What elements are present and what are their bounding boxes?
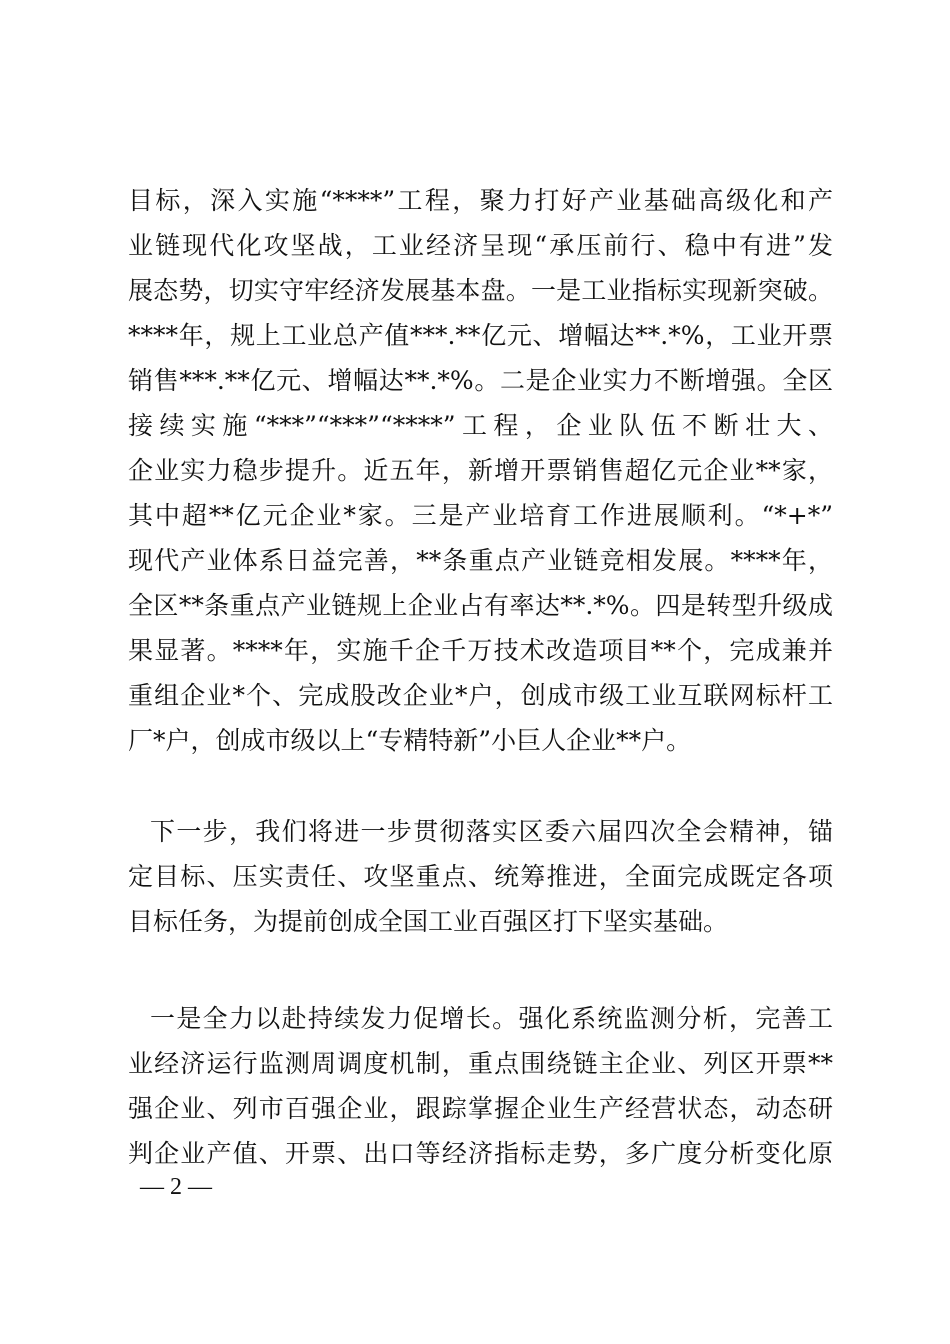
text-line: 下一步，我们将进一步贯彻落实区委六届四次全会精神，锚 [150,817,833,846]
text-line: 业经济运行监测周调度机制，重点围绕链主企业、列区开票** [128,1049,833,1078]
text-line: 定目标、压实责任、攻坚重点、统筹推进，全面完成既定各项 [128,862,833,891]
text-line: 业链现代化攻坚战，工业经济呈现“承压前行、稳中有进”发 [128,231,833,260]
text-line: 企业实力稳步提升。近五年，新增开票销售超亿元企业**家， [128,456,833,485]
paragraph-next-steps [128,809,833,944]
text-line: 强企业、列市百强企业，跟踪掌握企业生产经营状态，动态研 [128,1094,833,1123]
page-number: — 2 — [140,1174,212,1200]
text-line: 销售***.**亿元、增幅达**.*%。二是企业实力不断增强。全区 [128,366,833,395]
text-line: 厂*户，创成市级以上“专精特新”小巨人企业**户。 [128,726,692,755]
text-line: 全区**条重点产业链规上企业占有率达**.*%。四是转型升级成 [128,591,833,620]
text-line: 判企业产值、开票、出口等经济指标走势，多广度分析变化原 [128,1139,833,1168]
text-line: 其中超**亿元企业*家。三是产业培育工作进展顺利。“*+*” [128,501,833,530]
text-line: 一是全力以赴持续发力促增长。强化系统监测分析，完善工 [150,1004,833,1033]
text-line: 目标任务，为提前创成全国工业百强区打下坚实基础。 [128,907,729,936]
text-line: 接续实施“***”“***”“****”工程，企业队伍不断壮大、 [128,411,833,440]
text-line: 重组企业*个、完成股改企业*户，创成市级工业互联网标杆工 [128,681,833,710]
text-line: 现代产业体系日益完善，**条重点产业链竞相发展。****年， [128,546,833,575]
paragraph-promote-growth [128,996,833,1176]
text-line: 目标，深入实施“****”工程，聚力打好产业基础高级化和产 [128,186,833,215]
text-line: ****年，规上工业总产值***.**亿元、增幅达**.*%，工业开票 [128,321,833,350]
paragraph-achievements [128,178,833,763]
text-line: 果显著。****年，实施千企千万技术改造项目**个，完成兼并 [128,636,833,665]
text-line: 展态势，切实守牢经济发展基本盘。一是工业指标实现新突破。 [128,276,833,305]
